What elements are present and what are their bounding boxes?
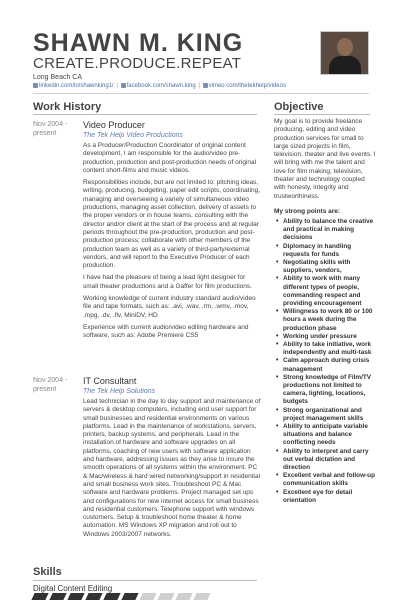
header-divider	[33, 93, 369, 94]
strong-point: • Ability to take initiative, work independently and multi-task	[274, 341, 376, 357]
facebook-link[interactable]: facebook.com/shawn.king	[126, 83, 196, 89]
strong-point: • Negotiating skills with suppliers, vendors,	[274, 259, 376, 275]
job-company[interactable]: The Tek Help Video Productions	[83, 132, 184, 139]
job-title: Video Producer	[83, 120, 145, 130]
strong-points-list	[274, 218, 376, 505]
job-paragraph: As a Producer/Production Coordinator of original content development, I am responsible for the audio/video pre-production, production and post-production needs of original content short-films and music videos.	[83, 142, 257, 174]
job-title: IT Consultant	[83, 376, 137, 386]
objective-text: My goal is to provide freelance producing, editing and video production services for small to large sized projects in film, television, theater and live events. I will bring with me the talent and love for film making, television, theater and technology coupled with honesty, integrity and trustworthiness.	[274, 118, 376, 200]
strong-point: • Diplomacy in handling requests for funds	[274, 243, 376, 259]
linkedin-icon	[33, 83, 38, 88]
linkedin-link[interactable]: linkedin.com/in/shawnking1/	[39, 83, 114, 89]
job-dates: Nov 2004 - present	[33, 377, 68, 393]
strong-points-heading: My strong points are:	[274, 207, 341, 215]
strong-point: • Ability to anticipate variable situations and balance conflicting needs	[274, 423, 376, 448]
skill-level-segment	[85, 593, 102, 600]
skill-level-segment	[139, 593, 156, 600]
skill-level-bar	[33, 593, 233, 600]
skill-level-segment	[103, 593, 120, 600]
work-history-heading: Work History	[33, 101, 102, 113]
job-paragraph: I have had the pleasure of being a lead light designer for small theater productions and a Gaffer for film productions.	[83, 274, 252, 290]
candidate-name: SHAWN M. KING	[33, 29, 244, 57]
vimeo-icon	[203, 83, 208, 88]
skill-name: Digital Content Editing	[33, 584, 113, 593]
skill-level-segment	[49, 593, 66, 600]
job-paragraph: Lead technician in the day to day support and maintenance of servers & desktop computers, including end user support for small businesses and residential environments on various platforms. Lead in the maintenance of workstations, servers, printers, backup systems, and peripherals. Lead in the installation of hardware and software upgrades on all platforms, coaching of new users with software application and hardware, addressing issues as they arise to insure the smooth operations of all systems within the environment. PC & Mac/wireless & hard wired networking/support in residential and small business work sites. Troubleshoot PC & Mac software and hardware problems. Project managed set ups and configurations for new internet access for small business and residential customers. Telephone support with windows customers. Setup & troubleshoot home theater & home automation. MS Windows XP migration and roll out to Windows 2003/2007 networks.	[83, 398, 261, 538]
skills-rule	[33, 580, 257, 581]
skill-level-segment	[157, 593, 174, 600]
objective-heading: Objective	[274, 101, 324, 113]
job-paragraph: Experience with current audio/video editing hardware and software, such as: Adobe Premiere CS5	[83, 323, 249, 340]
job-dates: Nov 2004 - present	[33, 121, 68, 137]
profile-photo	[320, 31, 369, 75]
job-company[interactable]: The Tek Help Solutions	[83, 388, 156, 395]
skill-level-segment	[67, 593, 84, 600]
strong-point: • Excellent eye for detail orientation	[274, 489, 376, 505]
skill-level-segment	[121, 593, 138, 600]
strong-point: • Strong organizational and project management skills	[274, 407, 376, 423]
tagline: CREATE.PRODUCE.REPEAT	[33, 55, 242, 72]
skill-level-segment	[31, 593, 48, 600]
strong-point: • Willingness to work 80 or 100 hours a week during the production phase	[274, 308, 376, 333]
skills-heading: Skills	[33, 566, 62, 578]
strong-point: • Ability to balance the creative and practical in making decisions	[274, 218, 376, 243]
strong-point: • Working under pressure	[274, 333, 376, 341]
strong-point: • Ability to work with many different types of people, commanding respect and providing encouragement	[274, 275, 376, 308]
job-paragraph: Responsibilities include, but are not limited to: pitching ideas, writing, producing, budgeting, paper edit scripts, coordinating, managing and overseeing a variety of simultaneous video productions, managing asset collection, delivery of assets to the proper vendors or in house teams, consulting with the director and/or client at the start of the process and at regular periods throughout the pre-production, production and post-production process; collaborate with other members of the production team as well as a variety of third-party/external vendors, and will report to the Executive Producer of each production.	[83, 179, 261, 270]
strong-point: • Strong knowledge of Film/TV productions not limited to camera, lighting, locations, budgets	[274, 374, 376, 407]
strong-point: • Calm approach during crisis management	[274, 357, 376, 373]
facebook-icon	[121, 83, 126, 88]
location: Long Beach CA	[33, 74, 83, 81]
skill-level-segment	[175, 593, 192, 600]
skill-level-segment	[193, 593, 210, 600]
social-links: linkedin.com/in/shawnking1/ | facebook.com/shawn.king | vimeo.com/thetekhelp/videos	[33, 81, 393, 91]
strong-point: • Ability to interpret and carry out verbal dictation and direction	[274, 448, 376, 473]
strong-point: • Excellent verbal and follow-up communication skills	[274, 472, 376, 488]
work-history-rule	[33, 114, 257, 115]
job-paragraph: Working knowledge of current industry standard audio/video file and tape formats, such as: .avi, .wav, .rm, .wmv, .mov, .mpg, .dv, .flv, MiniDV, HD	[83, 295, 256, 319]
objective-section	[274, 118, 376, 505]
vimeo-link[interactable]: vimeo.com/thetekhelp/videos	[208, 83, 286, 89]
objective-rule	[274, 114, 370, 115]
